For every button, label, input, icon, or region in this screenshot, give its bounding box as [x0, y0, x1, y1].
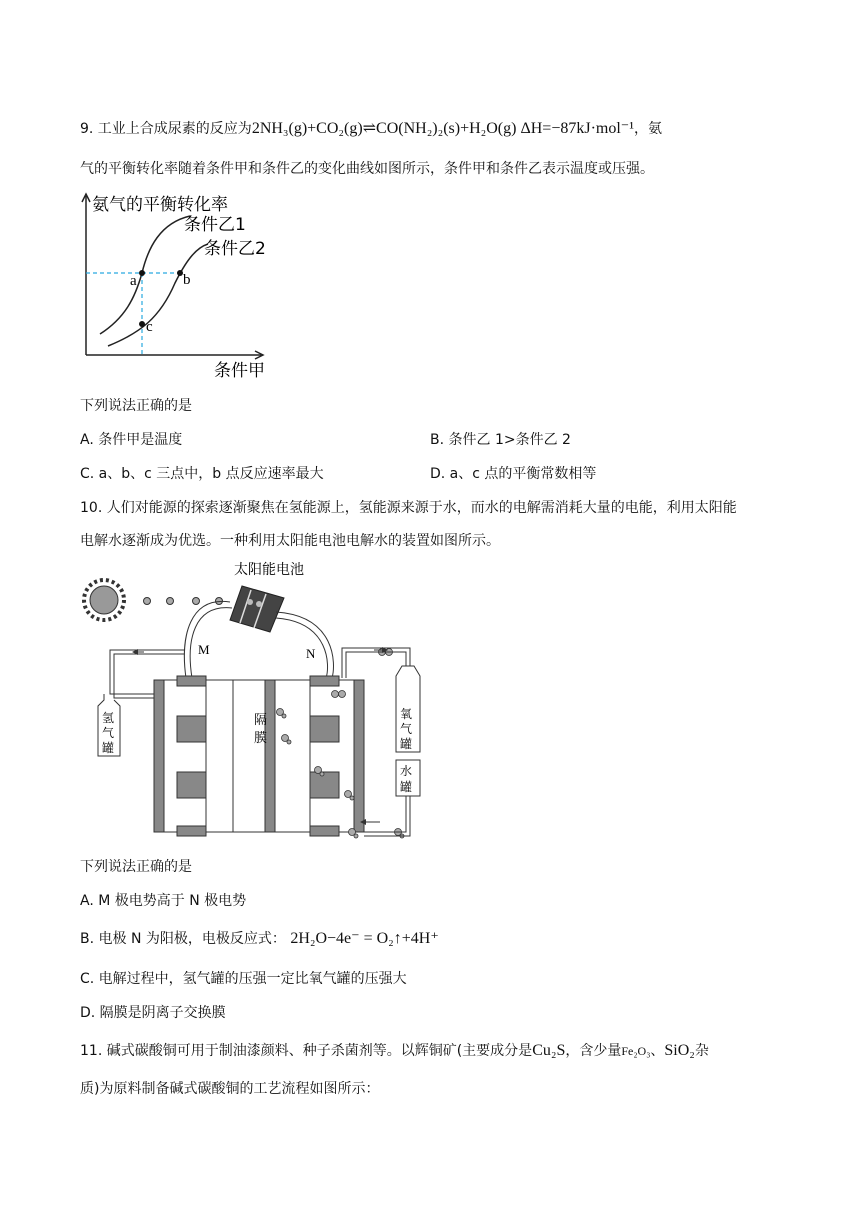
q11-fe2o3: Fe₂O₃: [621, 1044, 651, 1058]
oxygen-tank-label-3: 罐: [400, 737, 413, 751]
y-axis-label: 氨气的平衡转化率: [92, 195, 228, 215]
q9-prompt: 下列说法正确的是: [80, 398, 192, 414]
photon: [144, 598, 151, 605]
membrane-label-1: 隔: [254, 713, 268, 728]
left-electrode-segment: [177, 716, 206, 742]
q11-text-c: 杂: [694, 1043, 709, 1059]
left-end-plate: [154, 680, 164, 832]
electrode-n-label: N: [306, 646, 316, 661]
q10-option-b: [80, 928, 439, 948]
hydrogen-tank-label-3: 罐: [102, 741, 115, 755]
membrane-bar: [265, 680, 275, 832]
membrane-label-2: 膜: [254, 731, 268, 746]
right-electrode-segment: [310, 772, 339, 798]
q10-option-d: D. 隔膜是阴离子交换膜: [80, 1005, 226, 1021]
q10-option-b-text: B. 电极 N 为阳极，电极反应式：: [80, 931, 286, 947]
left-electrode-segment: [177, 772, 206, 798]
q10-stem-line2: 电解水逐渐成为优选。一种利用太阳能电池电解水的装置如图所示。: [80, 533, 500, 549]
right-electrode-base: [310, 826, 339, 836]
left-electrode-base: [177, 826, 206, 836]
q9-option-b: B. 条件乙 1>条件乙 2: [430, 432, 571, 448]
point-a: [139, 270, 145, 276]
q11-text-a: 11. 碱式碳酸铜可用于制油漆颜料、种子杀菌剂等。以辉铜矿(主要成分是: [80, 1043, 533, 1059]
q9-stem-line1: [80, 118, 662, 138]
oxygen-tank-label-2: 气: [400, 722, 413, 736]
point-c-label: c: [146, 319, 153, 335]
left-electrode-cap: [177, 676, 206, 686]
q11-sep: 、: [650, 1043, 665, 1059]
q10-electrolysis-diagram: [80, 556, 430, 846]
point-a-label: a: [130, 273, 137, 289]
x-axis-label: 条件甲: [214, 361, 265, 381]
q9-equation: 2NH₃(g)+CO₂(g)⇌CO(NH₂)₂(s)+H₂O(g) ΔH=−87kJ·mol⁻¹: [251, 120, 635, 137]
right-electrode-segment: [310, 716, 339, 742]
q9-stem-line2: 气的平衡转化率随着条件甲和条件乙的变化曲线如图所示，条件甲和条件乙表示温度或压强。: [80, 161, 654, 177]
right-electrode-cap: [310, 676, 339, 686]
solar-cell-label: 太阳能电池: [234, 562, 304, 578]
q11-stem-line1: [80, 1040, 709, 1060]
q11-stem-line2: 质)为原料制备碱式碳酸铜的工艺流程如图所示：: [80, 1081, 380, 1097]
oxygen-tank-label-1: 氧: [400, 707, 413, 721]
q9-tail: ，氨: [634, 121, 663, 137]
photon: [167, 598, 174, 605]
q9-option-a: A. 条件甲是温度: [80, 432, 183, 448]
q10-option-a: A. M 极电势高于 N 极电势: [80, 893, 247, 909]
q9-conversion-figure: [80, 188, 290, 383]
water-tank-label-2: 罐: [400, 780, 413, 794]
electrolytic-cell: [154, 680, 364, 832]
q10-option-c: C. 电解过程中，氢气罐的压强一定比氧气罐的压强大: [80, 971, 407, 987]
point-b-label: b: [183, 272, 191, 288]
curve2-label: 条件乙2: [204, 239, 266, 259]
q10-prompt: 下列说法正确的是: [80, 859, 192, 875]
photon: [193, 598, 200, 605]
curve1-label: 条件乙1: [184, 215, 246, 235]
q9-lead: 9. 工业上合成尿素的反应为: [80, 121, 252, 137]
q11-text-b: ，含少量: [565, 1043, 622, 1059]
right-end-plate: [354, 680, 364, 832]
wire-m-inner: [190, 608, 232, 678]
q10-option-b-equation: 2H₂O−4e⁻ = O₂↑+4H⁺: [290, 930, 439, 947]
q11-cu2s: Cu₂S: [532, 1042, 566, 1059]
curve-condition-y1: [100, 216, 190, 334]
q9-option-c: C. a、b、c 三点中，b 点反应速率最大: [80, 466, 324, 482]
solar-panel-icon: [230, 586, 284, 632]
curve-condition-y2: [108, 244, 208, 346]
q11-sio2: SiO₂: [664, 1042, 695, 1059]
point-c: [139, 321, 145, 327]
q9-option-d: D. a、c 点的平衡常数相等: [430, 466, 597, 482]
sun-icon: [84, 580, 124, 620]
electrode-m-label: M: [198, 642, 210, 657]
wire-n: [276, 618, 328, 678]
hydrogen-tank-label-1: 氢: [102, 711, 115, 725]
water-tank-label-1: 水: [400, 764, 413, 778]
q10-stem-line1: 10. 人们对能源的探索逐渐聚焦在氢能源上，氢能源来源于水，而水的电解需消耗大量的电能，利用太阳能: [80, 500, 737, 516]
hydrogen-tank-label-2: 气: [102, 726, 115, 740]
wire-n-outer: [276, 612, 333, 678]
